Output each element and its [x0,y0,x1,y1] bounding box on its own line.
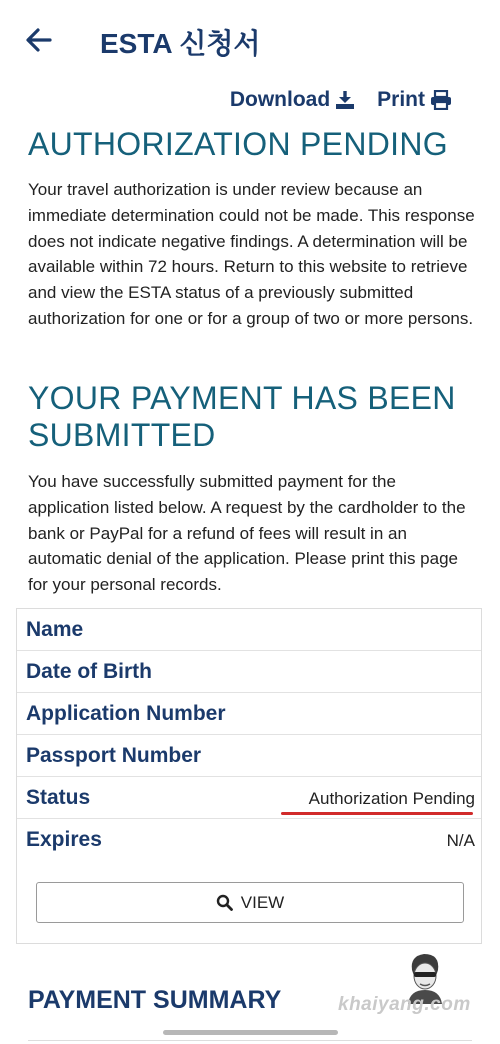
name-row [17,609,481,651]
application-number-row [17,693,481,735]
status-label: Status [26,786,91,809]
status-value: Authorization Pending [308,789,475,808]
application-number-label: Application Number [26,702,226,725]
download-icon [335,90,355,110]
download-button[interactable] [230,88,355,112]
dob-row [17,651,481,693]
watermark: khaiyang.com [338,994,471,1015]
expires-label: Expires [26,828,102,851]
toolbar [230,88,452,112]
view-label: VIEW [240,892,285,912]
view-button[interactable] [36,882,464,923]
status-row [17,777,481,819]
passport-number-label: Passport Number [26,744,202,767]
payment-description: You have successfully submitted payment for the application listed below. A request by the cardholder to the bank or PayPal for a refund of fees will result in an automatic denial of the application. Please print this page for your personal records. [28,472,466,595]
passport-number-row [17,735,481,777]
payment-heading: YOUR PAYMENT HAS BEEN SUBMITTED [28,380,456,453]
back-arrow-icon [24,26,54,54]
application-card [16,608,482,944]
print-button[interactable] [377,88,452,112]
download-label: Download [229,88,331,111]
pending-description: Your travel authorization is under review because an immediate determination could not be made. This response does not indicate negative findings. A determination will be available within 72 hours. Return to this website to retrieve and view the ESTA status of a previously submitted authorization for one or for a group of two or more persons. [28,180,475,328]
home-indicator[interactable] [163,1030,338,1035]
expires-row [17,819,481,861]
pending-heading: AUTHORIZATION PENDING [28,126,448,162]
name-label: Name [26,618,84,641]
print-icon [430,90,452,110]
highlight-underline [281,812,473,815]
expires-value: N/A [446,831,475,850]
back-button[interactable] [24,26,54,54]
payment-summary-heading: PAYMENT SUMMARY [28,986,282,1014]
dob-label: Date of Birth [26,660,152,683]
app-header [0,0,500,82]
page-title: ESTA 신청서 [100,28,261,59]
divider [28,1040,472,1041]
print-label: Print [377,88,425,111]
search-icon [216,894,233,911]
